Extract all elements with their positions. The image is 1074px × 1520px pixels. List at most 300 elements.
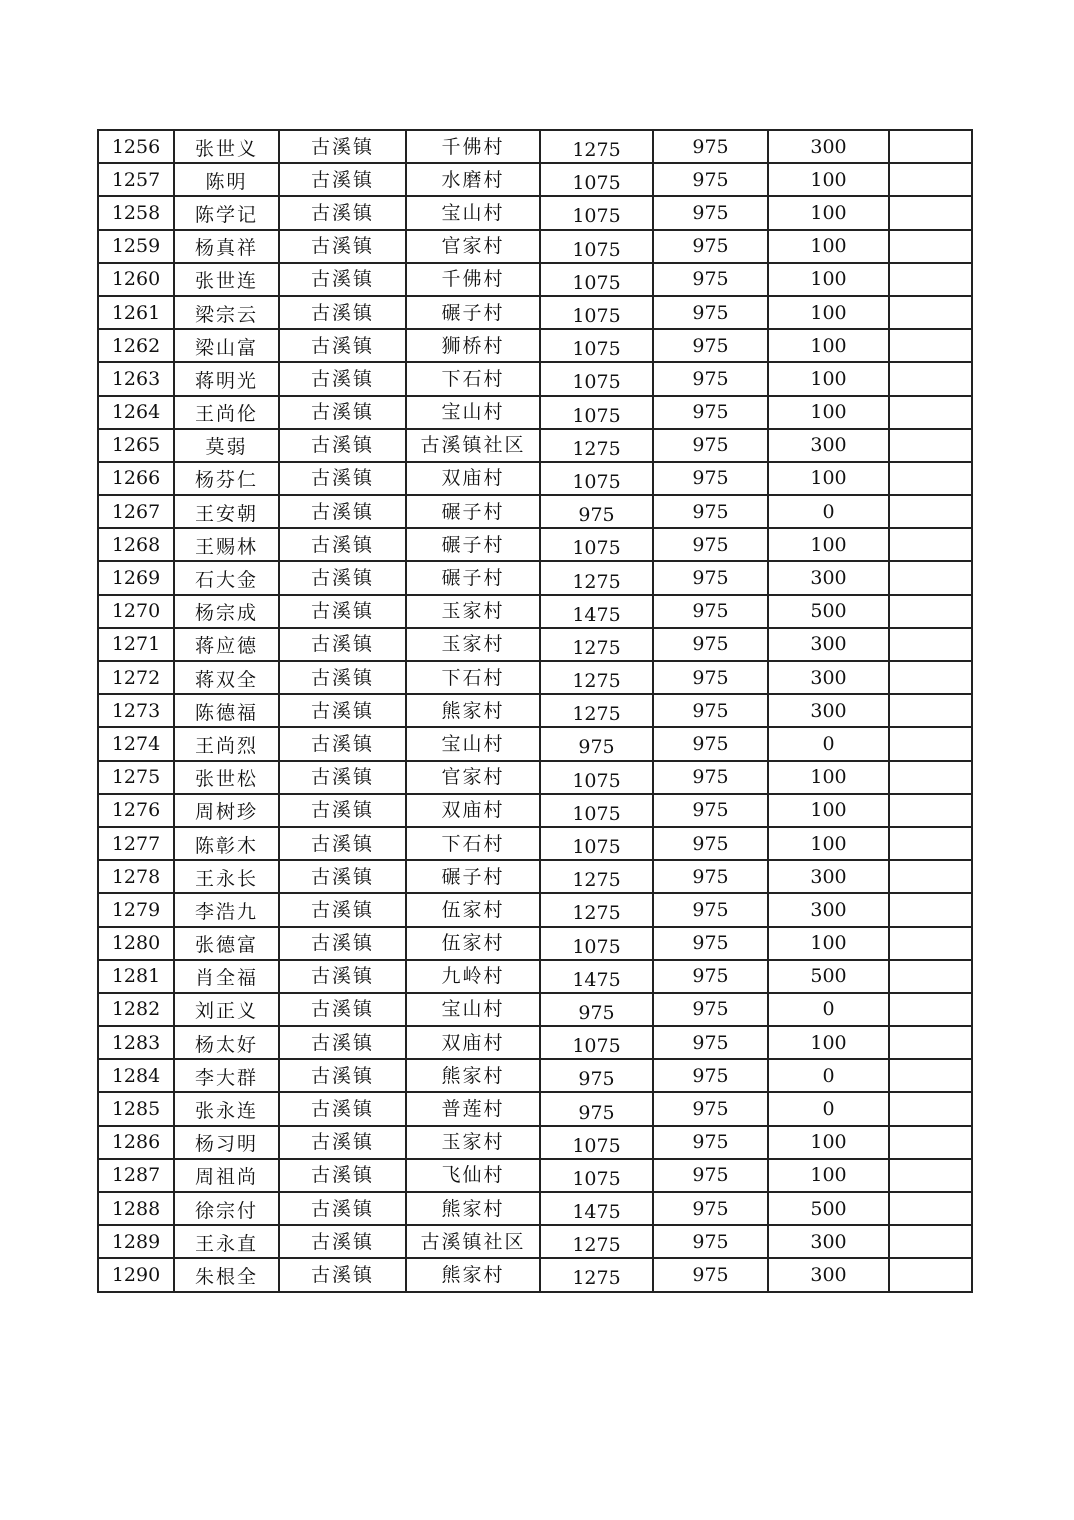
base-amount-cell: 975 — [653, 694, 768, 727]
village-cell: 双庙村 — [406, 462, 540, 495]
note-cell — [889, 993, 972, 1026]
town-cell: 古溪镇 — [279, 860, 406, 893]
base-amount-cell: 975 — [653, 893, 768, 926]
row-number-cell: 1268 — [98, 528, 174, 561]
base-amount-cell: 975 — [653, 230, 768, 263]
note-cell — [889, 1126, 972, 1159]
total-amount-cell: 1075 — [540, 263, 653, 296]
village-cell: 下石村 — [406, 661, 540, 694]
extra-amount-cell: 0 — [768, 495, 889, 528]
extra-amount-cell: 300 — [768, 1258, 889, 1291]
village-cell: 下石村 — [406, 827, 540, 860]
extra-amount-cell: 500 — [768, 1192, 889, 1225]
extra-amount-cell: 100 — [768, 396, 889, 429]
table-row — [98, 230, 972, 263]
base-amount-cell: 975 — [653, 561, 768, 594]
base-amount-cell: 975 — [653, 263, 768, 296]
village-cell: 官家村 — [406, 230, 540, 263]
total-amount-cell: 1075 — [540, 230, 653, 263]
town-cell: 古溪镇 — [279, 196, 406, 229]
town-cell: 古溪镇 — [279, 1192, 406, 1225]
base-amount-cell: 975 — [653, 1126, 768, 1159]
table-row — [98, 396, 972, 429]
row-number-cell: 1284 — [98, 1059, 174, 1092]
total-amount-cell: 1075 — [540, 1126, 653, 1159]
name-cell: 梁山富 — [174, 329, 279, 362]
village-cell: 古溪镇社区 — [406, 429, 540, 462]
total-amount-cell: 1075 — [540, 794, 653, 827]
extra-amount-cell: 300 — [768, 661, 889, 694]
town-cell: 古溪镇 — [279, 827, 406, 860]
village-cell: 伍家村 — [406, 893, 540, 926]
name-cell: 杨习明 — [174, 1126, 279, 1159]
extra-amount-cell: 500 — [768, 960, 889, 993]
town-cell: 古溪镇 — [279, 794, 406, 827]
total-amount-cell: 975 — [540, 993, 653, 1026]
name-cell: 张世义 — [174, 130, 279, 163]
table-row — [98, 462, 972, 495]
table-row — [98, 1059, 972, 1092]
extra-amount-cell: 100 — [768, 362, 889, 395]
extra-amount-cell: 300 — [768, 561, 889, 594]
name-cell: 蒋明光 — [174, 362, 279, 395]
row-number-cell: 1269 — [98, 561, 174, 594]
table-row — [98, 860, 972, 893]
note-cell — [889, 661, 972, 694]
total-amount-cell: 1075 — [540, 528, 653, 561]
note-cell — [889, 495, 972, 528]
village-cell: 千佛村 — [406, 130, 540, 163]
table-row — [98, 296, 972, 329]
town-cell: 古溪镇 — [279, 163, 406, 196]
extra-amount-cell: 0 — [768, 727, 889, 760]
row-number-cell: 1280 — [98, 927, 174, 960]
village-cell: 伍家村 — [406, 927, 540, 960]
name-cell: 陈彰木 — [174, 827, 279, 860]
base-amount-cell: 975 — [653, 761, 768, 794]
document-page — [97, 129, 971, 1293]
village-cell: 九岭村 — [406, 960, 540, 993]
base-amount-cell: 975 — [653, 296, 768, 329]
village-cell: 下石村 — [406, 362, 540, 395]
table-row — [98, 362, 972, 395]
table-row — [98, 761, 972, 794]
town-cell: 古溪镇 — [279, 761, 406, 794]
note-cell — [889, 561, 972, 594]
town-cell: 古溪镇 — [279, 1092, 406, 1125]
base-amount-cell: 975 — [653, 595, 768, 628]
row-number-cell: 1258 — [98, 196, 174, 229]
name-cell: 周树珍 — [174, 794, 279, 827]
town-cell: 古溪镇 — [279, 993, 406, 1026]
base-amount-cell: 975 — [653, 927, 768, 960]
table-row — [98, 661, 972, 694]
note-cell — [889, 694, 972, 727]
base-amount-cell: 975 — [653, 1059, 768, 1092]
base-amount-cell: 975 — [653, 1258, 768, 1291]
name-cell: 杨宗成 — [174, 595, 279, 628]
town-cell: 古溪镇 — [279, 960, 406, 993]
table-row — [98, 196, 972, 229]
total-amount-cell: 975 — [540, 1059, 653, 1092]
extra-amount-cell: 100 — [768, 827, 889, 860]
name-cell: 张德富 — [174, 927, 279, 960]
extra-amount-cell: 100 — [768, 1126, 889, 1159]
village-cell: 玉家村 — [406, 1126, 540, 1159]
table-row — [98, 1026, 972, 1059]
total-amount-cell: 1075 — [540, 329, 653, 362]
total-amount-cell: 1275 — [540, 694, 653, 727]
row-number-cell: 1285 — [98, 1092, 174, 1125]
row-number-cell: 1281 — [98, 960, 174, 993]
table-row — [98, 1225, 972, 1258]
table-row — [98, 1159, 972, 1192]
table-row — [98, 694, 972, 727]
note-cell — [889, 1059, 972, 1092]
table-row — [98, 595, 972, 628]
base-amount-cell: 975 — [653, 196, 768, 229]
extra-amount-cell: 300 — [768, 1225, 889, 1258]
name-cell: 王永长 — [174, 860, 279, 893]
name-cell: 张世连 — [174, 263, 279, 296]
row-number-cell: 1286 — [98, 1126, 174, 1159]
note-cell — [889, 1159, 972, 1192]
note-cell — [889, 927, 972, 960]
village-cell: 碾子村 — [406, 296, 540, 329]
town-cell: 古溪镇 — [279, 1059, 406, 1092]
extra-amount-cell: 100 — [768, 462, 889, 495]
base-amount-cell: 975 — [653, 1192, 768, 1225]
row-number-cell: 1262 — [98, 329, 174, 362]
row-number-cell: 1267 — [98, 495, 174, 528]
base-amount-cell: 975 — [653, 860, 768, 893]
note-cell — [889, 528, 972, 561]
table-row — [98, 429, 972, 462]
row-number-cell: 1273 — [98, 694, 174, 727]
total-amount-cell: 1075 — [540, 927, 653, 960]
base-amount-cell: 975 — [653, 130, 768, 163]
row-number-cell: 1274 — [98, 727, 174, 760]
base-amount-cell: 975 — [653, 661, 768, 694]
note-cell — [889, 329, 972, 362]
village-cell: 双庙村 — [406, 1026, 540, 1059]
village-cell: 普莲村 — [406, 1092, 540, 1125]
total-amount-cell: 1075 — [540, 196, 653, 229]
town-cell: 古溪镇 — [279, 296, 406, 329]
total-amount-cell: 1475 — [540, 960, 653, 993]
name-cell: 杨芬仁 — [174, 462, 279, 495]
village-cell: 双庙村 — [406, 794, 540, 827]
note-cell — [889, 794, 972, 827]
total-amount-cell: 1275 — [540, 1225, 653, 1258]
town-cell: 古溪镇 — [279, 727, 406, 760]
extra-amount-cell: 100 — [768, 761, 889, 794]
town-cell: 古溪镇 — [279, 1026, 406, 1059]
note-cell — [889, 462, 972, 495]
town-cell: 古溪镇 — [279, 362, 406, 395]
total-amount-cell: 1075 — [540, 362, 653, 395]
row-number-cell: 1257 — [98, 163, 174, 196]
base-amount-cell: 975 — [653, 429, 768, 462]
village-cell: 熊家村 — [406, 694, 540, 727]
town-cell: 古溪镇 — [279, 694, 406, 727]
total-amount-cell: 1275 — [540, 429, 653, 462]
town-cell: 古溪镇 — [279, 230, 406, 263]
note-cell — [889, 396, 972, 429]
row-number-cell: 1278 — [98, 860, 174, 893]
village-cell: 宝山村 — [406, 196, 540, 229]
name-cell: 陈学记 — [174, 196, 279, 229]
village-cell: 玉家村 — [406, 595, 540, 628]
base-amount-cell: 975 — [653, 960, 768, 993]
village-cell: 碾子村 — [406, 561, 540, 594]
total-amount-cell: 975 — [540, 495, 653, 528]
base-amount-cell: 975 — [653, 1225, 768, 1258]
base-amount-cell: 975 — [653, 628, 768, 661]
table-row — [98, 130, 972, 163]
base-amount-cell: 975 — [653, 794, 768, 827]
note-cell — [889, 595, 972, 628]
name-cell: 陈明 — [174, 163, 279, 196]
note-cell — [889, 1092, 972, 1125]
table-row — [98, 1092, 972, 1125]
village-cell: 熊家村 — [406, 1258, 540, 1291]
village-cell: 古溪镇社区 — [406, 1225, 540, 1258]
name-cell: 王安朝 — [174, 495, 279, 528]
total-amount-cell: 1075 — [540, 396, 653, 429]
village-cell: 千佛村 — [406, 263, 540, 296]
row-number-cell: 1282 — [98, 993, 174, 1026]
extra-amount-cell: 100 — [768, 329, 889, 362]
note-cell — [889, 362, 972, 395]
town-cell: 古溪镇 — [279, 329, 406, 362]
table-row — [98, 528, 972, 561]
extra-amount-cell: 300 — [768, 130, 889, 163]
table-row — [98, 263, 972, 296]
total-amount-cell: 975 — [540, 1092, 653, 1125]
note-cell — [889, 1258, 972, 1291]
village-cell: 水磨村 — [406, 163, 540, 196]
table-row — [98, 1126, 972, 1159]
town-cell: 古溪镇 — [279, 927, 406, 960]
note-cell — [889, 429, 972, 462]
village-cell: 宝山村 — [406, 396, 540, 429]
village-cell: 玉家村 — [406, 628, 540, 661]
name-cell: 莫弱 — [174, 429, 279, 462]
table-row — [98, 960, 972, 993]
table-row — [98, 794, 972, 827]
total-amount-cell: 1075 — [540, 462, 653, 495]
name-cell: 王尚烈 — [174, 727, 279, 760]
note-cell — [889, 727, 972, 760]
name-cell: 蒋应德 — [174, 628, 279, 661]
town-cell: 古溪镇 — [279, 561, 406, 594]
town-cell: 古溪镇 — [279, 595, 406, 628]
total-amount-cell: 1475 — [540, 1192, 653, 1225]
row-number-cell: 1271 — [98, 628, 174, 661]
name-cell: 李浩九 — [174, 893, 279, 926]
town-cell: 古溪镇 — [279, 429, 406, 462]
table-body — [98, 130, 972, 1292]
base-amount-cell: 975 — [653, 163, 768, 196]
name-cell: 蒋双全 — [174, 661, 279, 694]
town-cell: 古溪镇 — [279, 1159, 406, 1192]
base-amount-cell: 975 — [653, 1026, 768, 1059]
row-number-cell: 1277 — [98, 827, 174, 860]
total-amount-cell: 1475 — [540, 595, 653, 628]
total-amount-cell: 1075 — [540, 1159, 653, 1192]
row-number-cell: 1260 — [98, 263, 174, 296]
name-cell: 刘正义 — [174, 993, 279, 1026]
town-cell: 古溪镇 — [279, 130, 406, 163]
note-cell — [889, 1026, 972, 1059]
total-amount-cell: 1275 — [540, 860, 653, 893]
note-cell — [889, 860, 972, 893]
base-amount-cell: 975 — [653, 495, 768, 528]
village-cell: 飞仙村 — [406, 1159, 540, 1192]
total-amount-cell: 1075 — [540, 163, 653, 196]
table-row — [98, 727, 972, 760]
table-row — [98, 993, 972, 1026]
extra-amount-cell: 100 — [768, 794, 889, 827]
base-amount-cell: 975 — [653, 993, 768, 1026]
base-amount-cell: 975 — [653, 727, 768, 760]
town-cell: 古溪镇 — [279, 462, 406, 495]
total-amount-cell: 1275 — [540, 893, 653, 926]
row-number-cell: 1270 — [98, 595, 174, 628]
name-cell: 朱根全 — [174, 1258, 279, 1291]
table-row — [98, 163, 972, 196]
total-amount-cell: 1275 — [540, 1258, 653, 1291]
base-amount-cell: 975 — [653, 1092, 768, 1125]
row-number-cell: 1265 — [98, 429, 174, 462]
base-amount-cell: 975 — [653, 528, 768, 561]
extra-amount-cell: 0 — [768, 1092, 889, 1125]
town-cell: 古溪镇 — [279, 1258, 406, 1291]
note-cell — [889, 761, 972, 794]
extra-amount-cell: 100 — [768, 927, 889, 960]
base-amount-cell: 975 — [653, 827, 768, 860]
row-number-cell: 1276 — [98, 794, 174, 827]
total-amount-cell: 1075 — [540, 296, 653, 329]
extra-amount-cell: 100 — [768, 1026, 889, 1059]
total-amount-cell: 1275 — [540, 561, 653, 594]
table-row — [98, 1192, 972, 1225]
note-cell — [889, 1192, 972, 1225]
row-number-cell: 1264 — [98, 396, 174, 429]
extra-amount-cell: 300 — [768, 893, 889, 926]
total-amount-cell: 1075 — [540, 1026, 653, 1059]
extra-amount-cell: 300 — [768, 860, 889, 893]
extra-amount-cell: 300 — [768, 429, 889, 462]
extra-amount-cell: 500 — [768, 595, 889, 628]
town-cell: 古溪镇 — [279, 628, 406, 661]
note-cell — [889, 893, 972, 926]
extra-amount-cell: 100 — [768, 296, 889, 329]
row-number-cell: 1256 — [98, 130, 174, 163]
row-number-cell: 1279 — [98, 893, 174, 926]
base-amount-cell: 975 — [653, 362, 768, 395]
row-number-cell: 1259 — [98, 230, 174, 263]
total-amount-cell: 1275 — [540, 130, 653, 163]
total-amount-cell: 1075 — [540, 827, 653, 860]
row-number-cell: 1283 — [98, 1026, 174, 1059]
note-cell — [889, 263, 972, 296]
name-cell: 张永连 — [174, 1092, 279, 1125]
note-cell — [889, 628, 972, 661]
name-cell: 杨真祥 — [174, 230, 279, 263]
base-amount-cell: 975 — [653, 462, 768, 495]
extra-amount-cell: 100 — [768, 196, 889, 229]
town-cell: 古溪镇 — [279, 396, 406, 429]
name-cell: 梁宗云 — [174, 296, 279, 329]
town-cell: 古溪镇 — [279, 893, 406, 926]
note-cell — [889, 130, 972, 163]
extra-amount-cell: 100 — [768, 1159, 889, 1192]
table-row — [98, 893, 972, 926]
name-cell: 徐宗付 — [174, 1192, 279, 1225]
table-row — [98, 1258, 972, 1291]
name-cell: 周祖尚 — [174, 1159, 279, 1192]
town-cell: 古溪镇 — [279, 495, 406, 528]
note-cell — [889, 230, 972, 263]
village-cell: 熊家村 — [406, 1059, 540, 1092]
name-cell: 杨太好 — [174, 1026, 279, 1059]
note-cell — [889, 1225, 972, 1258]
town-cell: 古溪镇 — [279, 1126, 406, 1159]
row-number-cell: 1289 — [98, 1225, 174, 1258]
extra-amount-cell: 0 — [768, 993, 889, 1026]
row-number-cell: 1263 — [98, 362, 174, 395]
table-row — [98, 628, 972, 661]
village-cell: 官家村 — [406, 761, 540, 794]
name-cell: 陈德福 — [174, 694, 279, 727]
row-number-cell: 1261 — [98, 296, 174, 329]
table-row — [98, 329, 972, 362]
row-number-cell: 1275 — [98, 761, 174, 794]
subsidy-table — [97, 129, 973, 1293]
town-cell: 古溪镇 — [279, 263, 406, 296]
row-number-cell: 1288 — [98, 1192, 174, 1225]
extra-amount-cell: 100 — [768, 263, 889, 296]
total-amount-cell: 1275 — [540, 661, 653, 694]
village-cell: 宝山村 — [406, 993, 540, 1026]
extra-amount-cell: 100 — [768, 528, 889, 561]
name-cell: 石大金 — [174, 561, 279, 594]
row-number-cell: 1272 — [98, 661, 174, 694]
name-cell: 李大群 — [174, 1059, 279, 1092]
village-cell: 狮桥村 — [406, 329, 540, 362]
table-row — [98, 827, 972, 860]
table-row — [98, 495, 972, 528]
row-number-cell: 1290 — [98, 1258, 174, 1291]
note-cell — [889, 960, 972, 993]
extra-amount-cell: 300 — [768, 694, 889, 727]
extra-amount-cell: 0 — [768, 1059, 889, 1092]
table-row — [98, 927, 972, 960]
total-amount-cell: 1275 — [540, 628, 653, 661]
village-cell: 碾子村 — [406, 860, 540, 893]
village-cell: 碾子村 — [406, 528, 540, 561]
total-amount-cell: 1075 — [540, 761, 653, 794]
town-cell: 古溪镇 — [279, 1225, 406, 1258]
base-amount-cell: 975 — [653, 1159, 768, 1192]
name-cell: 王赐林 — [174, 528, 279, 561]
note-cell — [889, 196, 972, 229]
name-cell: 肖全福 — [174, 960, 279, 993]
table-row — [98, 561, 972, 594]
extra-amount-cell: 300 — [768, 628, 889, 661]
